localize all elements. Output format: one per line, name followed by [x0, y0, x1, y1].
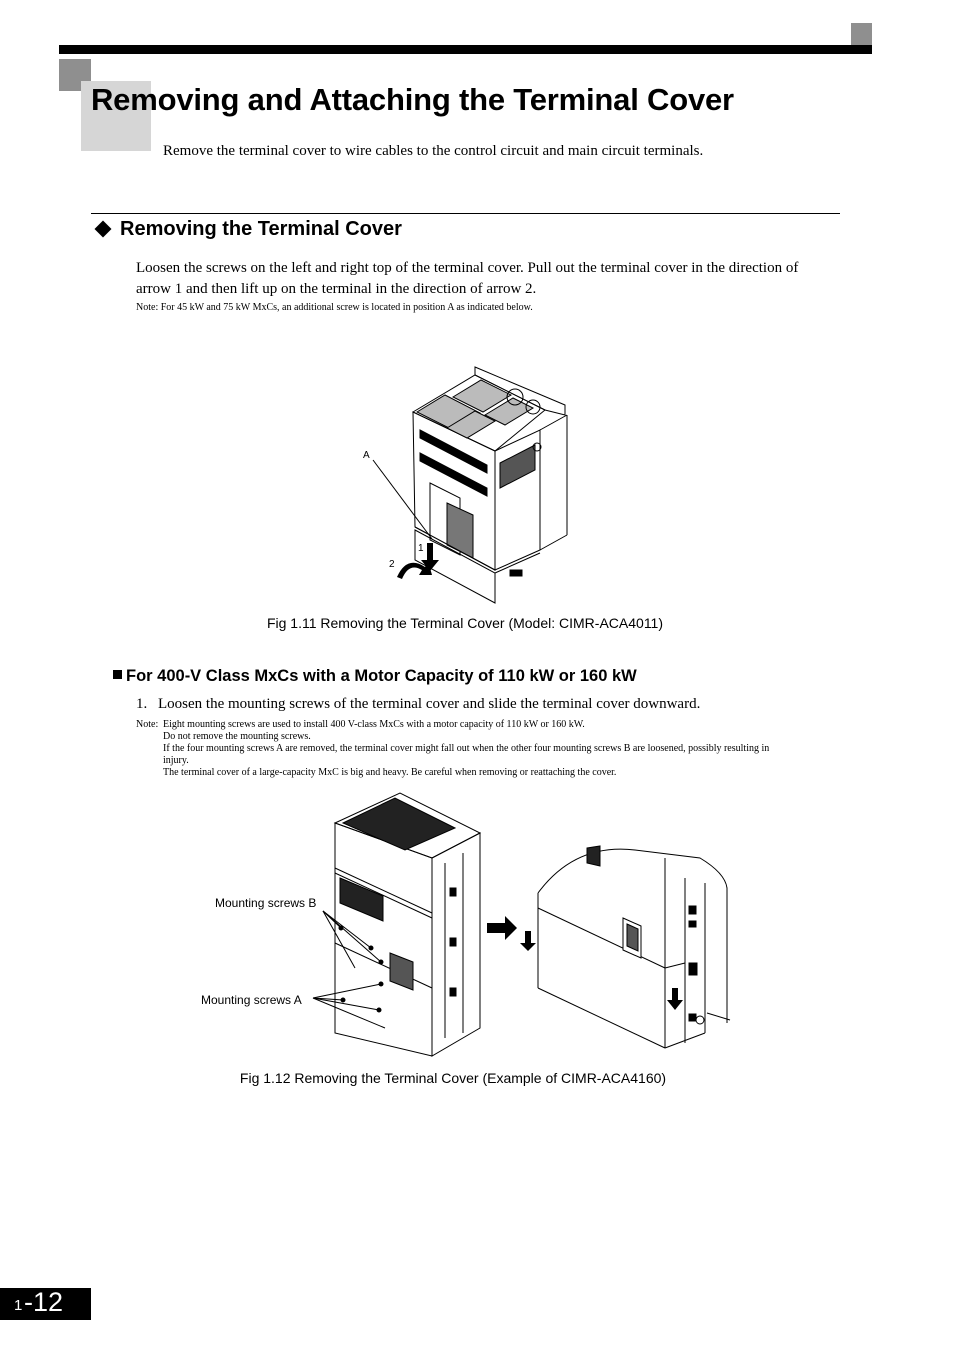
- step-1: [136, 696, 700, 713]
- subsection-heading: [113, 667, 637, 686]
- label-mounting-screws-a: Mounting screws A: [201, 993, 302, 1007]
- label-mounting-screws-b: Mounting screws B: [215, 896, 317, 910]
- note-prefix: Note:: [136, 719, 159, 730]
- down-arrow-large-icon: [667, 988, 683, 1010]
- section-body: [136, 258, 848, 300]
- diamond-bullet-icon: [95, 220, 112, 237]
- section-rule: [91, 213, 840, 214]
- figure-1-12-caption-text: Fig 1.12 Removing the Terminal Cover (Example of CIMR-ACA4160): [239, 1070, 667, 1086]
- section-heading: [93, 218, 402, 241]
- figure-1-11-caption-text: Fig 1.11 Removing the Terminal Cover (Model: CIMR-ACA4011): [266, 615, 664, 631]
- intro-text: Remove the terminal cover to wire cables to the control circuit and main circuit terminals.: [163, 143, 704, 159]
- subsection-note: [136, 719, 846, 779]
- section-body-line-1: Loosen the screws on the left and right top of the terminal cover. Pull out the terminal cover in the direction of: [136, 260, 799, 276]
- note-line-1: Eight mounting screws are used to install 400 V-class MxCs with a motor capacity of 110 kW or 160 kW.: [163, 719, 585, 730]
- figure-1-11-drawing: [355, 355, 590, 605]
- chapter-number: 1: [14, 1297, 23, 1314]
- note-line-4: injury.: [163, 755, 189, 766]
- label-a: A: [363, 450, 370, 461]
- subsection-heading-text: For 400-V Class MxCs with a Motor Capacity of 110 kW or 160 kW: [126, 667, 637, 685]
- section-body-line-2: arrow 1 and then lift up on the terminal in the direction of arrow 2.: [136, 281, 537, 297]
- label-arrow-1: 1: [418, 543, 424, 554]
- right-arrow-icon: [487, 916, 517, 940]
- down-arrow-small-icon: [520, 931, 536, 951]
- note-line-2: Do not remove the mounting screws.: [163, 731, 311, 742]
- step-1-number: 1.: [136, 696, 148, 712]
- page-title: Removing and Attaching the Terminal Cover: [91, 82, 734, 117]
- label-arrow-2: 2: [389, 559, 395, 570]
- figure-1-11-caption: [0, 615, 954, 631]
- large-mxc-front-face: [335, 823, 432, 1056]
- arrow-2-icon: [397, 561, 432, 579]
- section-note: Note: For 45 kW and 75 kW MxCs, an additional screw is located in position A as indicated below.: [136, 302, 533, 313]
- section-heading-text: Removing the Terminal Cover: [120, 218, 402, 240]
- note-line-3: If the four mounting screws A are removed, the terminal cover might fall out when the other four mounting screws B are loosened, possibly resulting in: [163, 743, 770, 754]
- figure-1-12-drawing: [195, 788, 740, 1058]
- step-1-text: Loosen the mounting screws of the terminal cover and slide the terminal cover downward.: [158, 696, 701, 712]
- figure-1-12-caption: [0, 1070, 954, 1086]
- square-bullet-icon: [113, 670, 122, 679]
- note-line-5: The terminal cover of a large-capacity MxC is big and heavy. Be careful when removing or reattaching the cover.: [163, 767, 617, 778]
- header-corner-block: [851, 23, 872, 45]
- page-number: -12: [24, 1287, 64, 1317]
- header-rule: [59, 45, 872, 54]
